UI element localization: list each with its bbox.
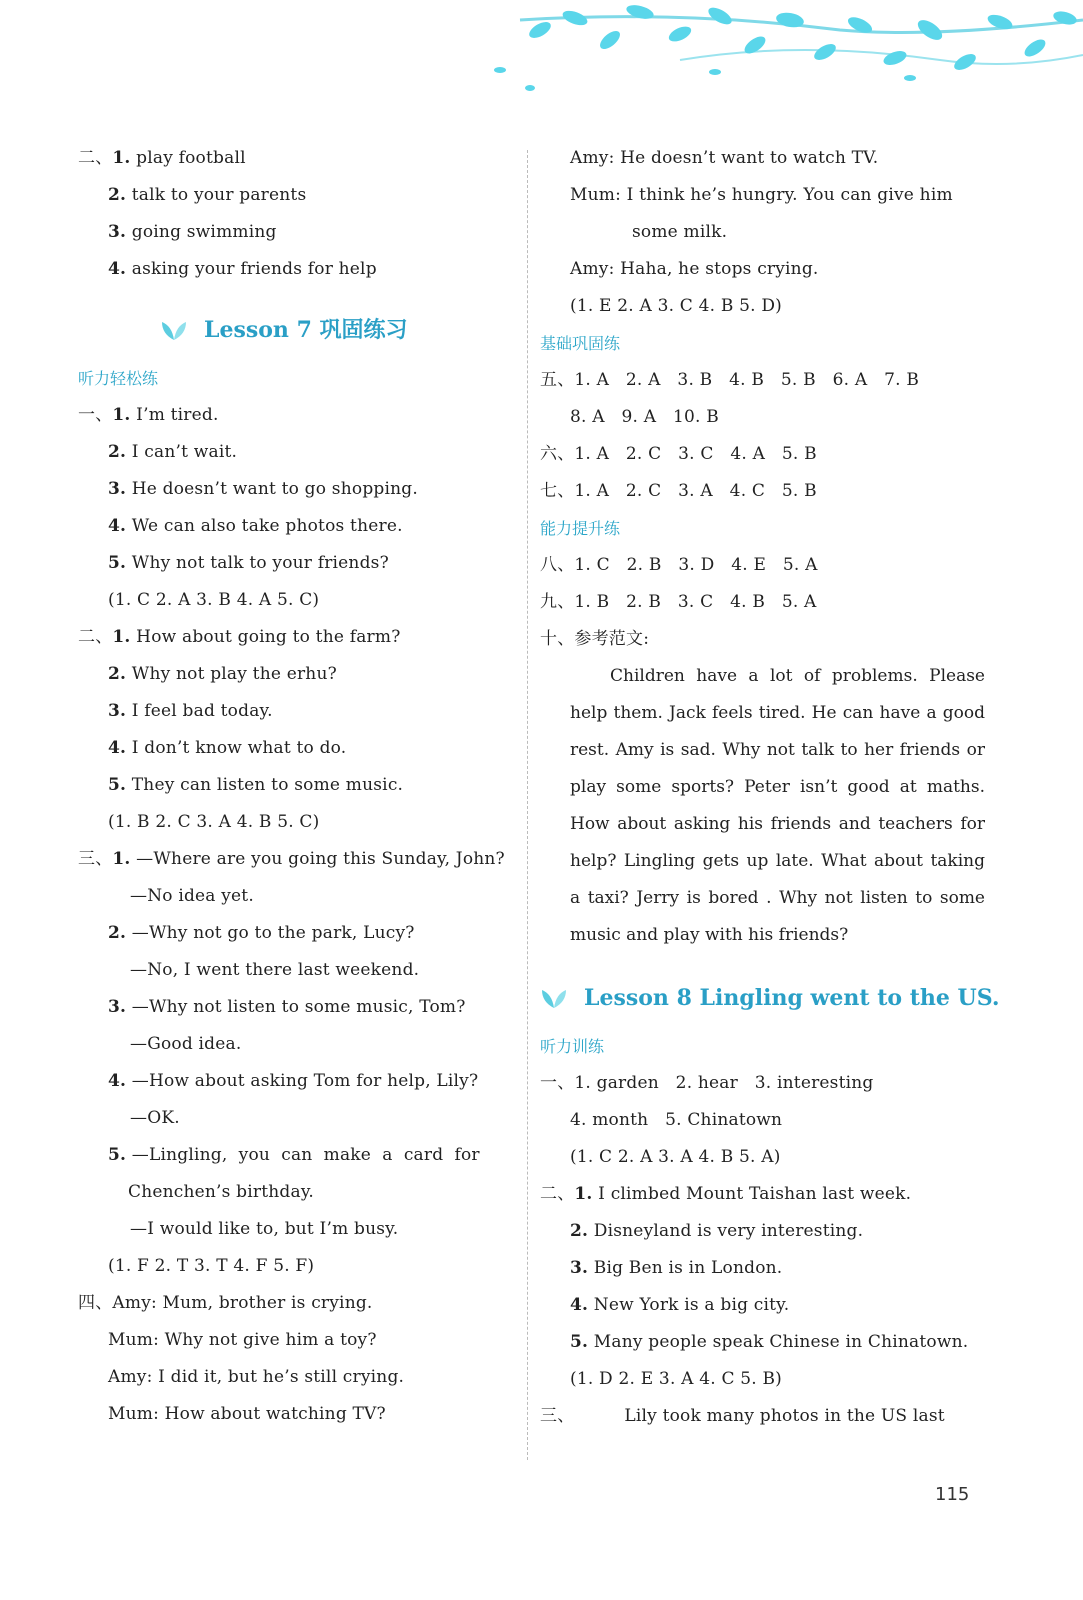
answer-key: 九、1. B 2. B 3. C 4. B 5. A [540, 592, 817, 612]
list-item: 3. Big Ben is in London. [570, 1258, 783, 1278]
list-item: 5. They can listen to some music. [108, 775, 404, 795]
answer-key: 一、1. garden 2. hear 3. interesting [540, 1073, 874, 1093]
list-item: —OK. [130, 1108, 180, 1128]
answer-key: 4. month 5. Chinatown [570, 1110, 783, 1130]
list-item: 5. Many people speak Chinese in Chinatown. [570, 1332, 969, 1352]
answer-key: 五、1. A 2. A 3. B 4. B 5. B 6. A 7. B [540, 370, 920, 390]
list-item: 3. going swimming [108, 222, 277, 242]
list-item: —No idea yet. [130, 886, 254, 906]
branch-leaves-decoration [480, 0, 1083, 110]
list-item: 十、参考范文: [540, 629, 650, 649]
section-label: 基础巩固练 [540, 334, 621, 353]
section-label: 听力轻松练 [78, 369, 159, 388]
list-item: 2. —Why not go to the park, Lucy? [108, 923, 415, 943]
list-item: Chenchen’s birthday. [128, 1182, 314, 1202]
list-item: —Good idea. [130, 1034, 242, 1054]
dialog-line: 四、Amy: Mum, brother is crying. [78, 1293, 373, 1313]
list-item: 4. We can also take photos there. [108, 516, 403, 536]
list-item: 二、1. How about going to the farm? [78, 627, 401, 647]
list-item: 4. I don’t know what to do. [108, 738, 347, 758]
list-item: 三、1. —Where are you going this Sunday, John? [78, 849, 505, 869]
leaf-icon [160, 320, 188, 342]
dialog-line: Mum: How about watching TV? [108, 1404, 386, 1424]
list-item: 5. —Lingling, you can make a card for [108, 1145, 480, 1165]
list-item: 2. I can’t wait. [108, 442, 238, 462]
answer-key: (1. E 2. A 3. C 4. B 5. D) [570, 296, 783, 316]
dialog-line: Amy: He doesn’t want to watch TV. [570, 148, 879, 168]
list-item: 4. New York is a big city. [570, 1295, 790, 1315]
answer-key: (1. C 2. A 3. B 4. A 5. C) [108, 590, 320, 610]
answer-key: 六、1. A 2. C 3. C 4. A 5. B [540, 444, 817, 464]
list-item: 5. Why not talk to your friends? [108, 553, 389, 573]
list-item: 3. He doesn’t want to go shopping. [108, 479, 418, 499]
answer-key: (1. B 2. C 3. A 4. B 5. C) [108, 812, 320, 832]
list-item: 一、1. I’m tired. [78, 405, 219, 425]
answer-key: 七、1. A 2. C 3. A 4. C 5. B [540, 481, 817, 501]
answer-key: 八、1. C 2. B 3. D 4. E 5. A [540, 555, 818, 575]
sample-essay: Children have a lot of problems. Please help them. Jack feels tired. He can have a good rest. Amy is sad. Why not talk to her friends or play some sports? Peter isn’t good at maths. How about asking his friends and teachers for help? Lingling gets up late. What about taking a taxi? Jerry is bored . Why not listen to some music and play with his friends? [570, 666, 985, 945]
list-item: 二、1. play football [78, 148, 246, 168]
leaf-icon [540, 988, 568, 1010]
answer-key: (1. D 2. E 3. A 4. C 5. B) [570, 1369, 783, 1389]
dialog-line: Mum: I think he’s hungry. You can give him [570, 185, 953, 205]
column-divider [527, 150, 528, 1460]
dialog-line: Mum: Why not give him a toy? [108, 1330, 377, 1350]
lesson-7-heading: Lesson 7 巩固练习 [78, 300, 518, 360]
section-label: 能力提升练 [540, 519, 621, 538]
dialog-line: Amy: Haha, he stops crying. [570, 259, 819, 279]
section-label: 听力训练 [540, 1037, 605, 1056]
list-item: 3. —Why not listen to some music, Tom? [108, 997, 466, 1017]
list-item: 4. —How about asking Tom for help, Lily? [108, 1071, 479, 1091]
dialog-line: some milk. [632, 222, 728, 242]
page-number: 115 [935, 1484, 970, 1505]
list-item: 4. asking your friends for help [108, 259, 377, 279]
list-item: 三、 Lily took many photos in the US last [540, 1406, 945, 1426]
list-item: 2. Why not play the erhu? [108, 664, 337, 684]
dialog-line: Amy: I did it, but he’s still crying. [108, 1367, 405, 1387]
list-item: —No, I went there last weekend. [130, 960, 420, 980]
list-item: 3. I feel bad today. [108, 701, 273, 721]
list-item: —I would like to, but I’m busy. [130, 1219, 399, 1239]
list-item: 二、1. I climbed Mount Taishan last week. [540, 1184, 912, 1204]
left-column [78, 140, 518, 1433]
right-column [540, 140, 1000, 1435]
list-item: 2. talk to your parents [108, 185, 307, 205]
list-item: 2. Disneyland is very interesting. [570, 1221, 864, 1241]
lesson-8-heading: Lesson 8 Lingling went to the US. [540, 968, 985, 1028]
answer-key: 8. A 9. A 10. B [570, 407, 719, 427]
answer-key: (1. C 2. A 3. A 4. B 5. A) [570, 1147, 781, 1167]
answer-key: (1. F 2. T 3. T 4. F 5. F) [108, 1256, 315, 1276]
